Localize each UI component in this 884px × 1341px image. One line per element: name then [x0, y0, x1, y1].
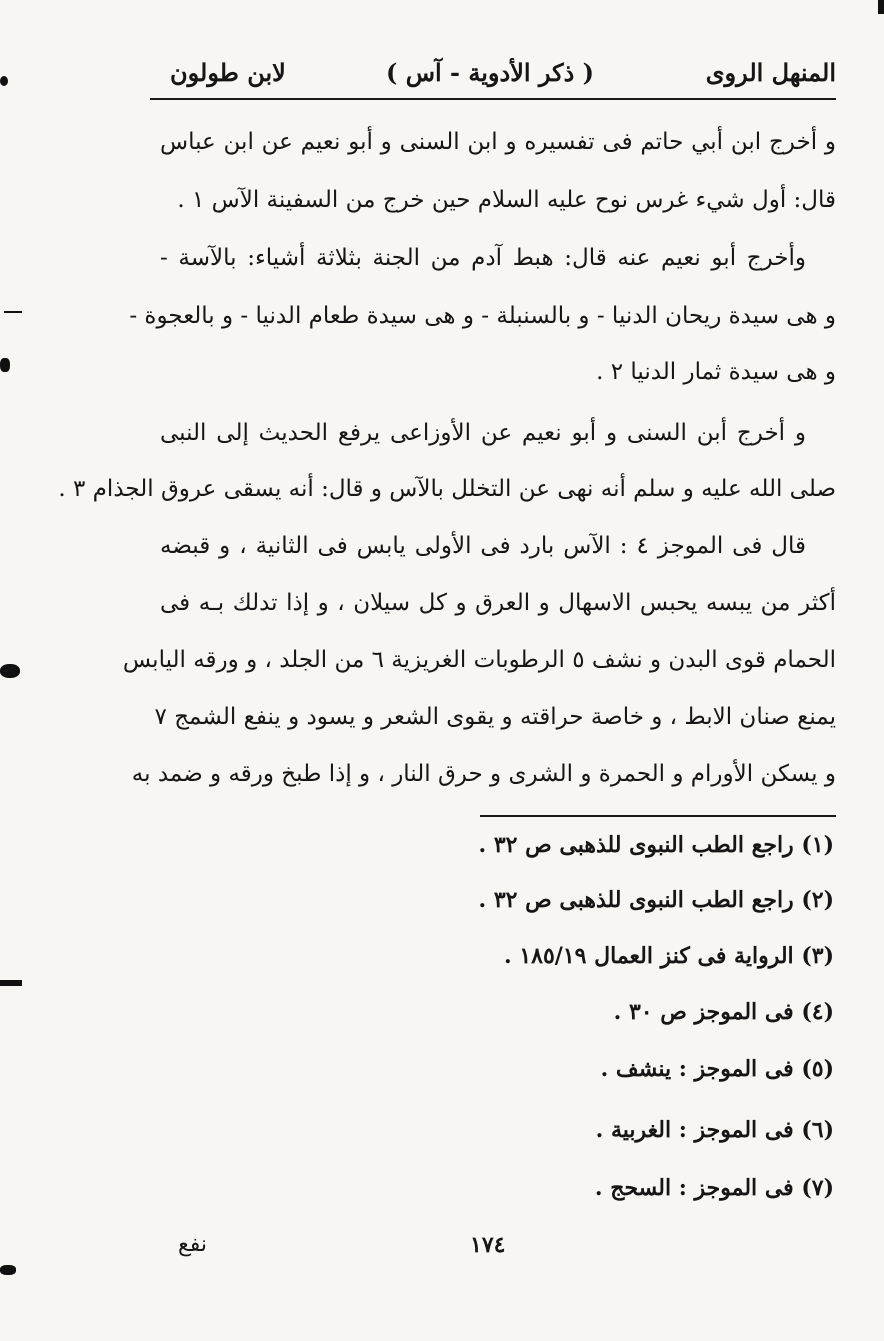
- body-line: و هى سيدة ثمار الدنيا ٢ .: [596, 359, 836, 385]
- header-rule: [150, 98, 836, 100]
- footnote: (٢) راجع الطب النبوى للذهبى ص ٣٢ .: [478, 887, 834, 913]
- body-line: و يسكن الأورام و الحمرة و الشرى و حرق النار ، و إذا طبخ ورقه و ضمد به: [131, 761, 836, 787]
- body-line: يمنع صنان الابط ، و خاصة حراقته و يقوى الشعر و يسود و ينفع الشمج ٧: [154, 704, 836, 730]
- body-line: قال: أول شيء غرس نوح عليه السلام حين خرج من السفينة الآس ١ .: [177, 187, 836, 213]
- body-line: و هى سيدة ريحان الدنيا - و بالسنبلة - و هى سيدة طعام الدنيا - و بالعجوة -: [129, 303, 836, 329]
- footnote: (٣) الرواية فى كنز العمال ١٨٥/١٩ .: [504, 943, 834, 969]
- body-line: صلى الله عليه و سلم أنه نهى عن التخلل بالآس و قال: أنه يسقى عروق الجذام ٣ .: [58, 476, 836, 502]
- binding-hole-mark: [0, 76, 8, 86]
- binding-hole-mark: [0, 358, 10, 372]
- binding-hole-mark: [0, 664, 20, 678]
- footnote: (٤) فى الموجز ص ٣٠ .: [613, 999, 834, 1025]
- edge-mark: [878, 0, 884, 14]
- header-book-title: المنهل الروى: [705, 58, 836, 87]
- header-section-title: ( ذكر الأدوية - آس ): [386, 58, 594, 87]
- body-line: وأخرج أبو نعيم عنه قال: هبط آدم من الجنة بثلاثة أشياء: بالآسة -: [160, 245, 806, 271]
- footnote: (٥) فى الموجز : ينشف .: [600, 1056, 834, 1082]
- body-line: قال فى الموجز ٤ : الآس بارد فى الأولى يابس فى الثانية ، و قبضه: [160, 533, 806, 559]
- body-line: و أخرج ابن أبي حاتم فى تفسيره و ابن السنى و أبو نعيم عن ابن عباس: [160, 129, 836, 155]
- stamp-mark: نفع: [178, 1232, 207, 1257]
- footnote: (٦) فى الموجز : الغربية .: [595, 1117, 834, 1143]
- margin-tick-mark: [4, 311, 22, 313]
- running-header: [150, 52, 836, 94]
- body-line: الحمام قوى البدن و نشف ٥ الرطوبات الغريزية ٦ من الجلد ، و ورقه اليابس: [122, 647, 836, 673]
- body-line: و أخرج أبن السنى و أبو نعيم عن الأوزاعى يرفع الحديث إلى النبى: [160, 420, 806, 446]
- header-author: لابن طولون: [170, 58, 286, 87]
- margin-tick-mark: [0, 980, 22, 986]
- footnote: (١) راجع الطب النبوى للذهبى ص ٣٢ .: [478, 832, 834, 858]
- page-number: ١٧٤: [470, 1232, 506, 1258]
- body-line: أكثر من يبسه يحبس الاسهال و العرق و كل سيلان ، و إذا تدلك بـه فى: [160, 590, 836, 616]
- footnote-rule: [480, 815, 836, 817]
- binding-hole-mark: [0, 1265, 16, 1275]
- footnote: (٧) فى الموجز : السحج .: [594, 1175, 834, 1201]
